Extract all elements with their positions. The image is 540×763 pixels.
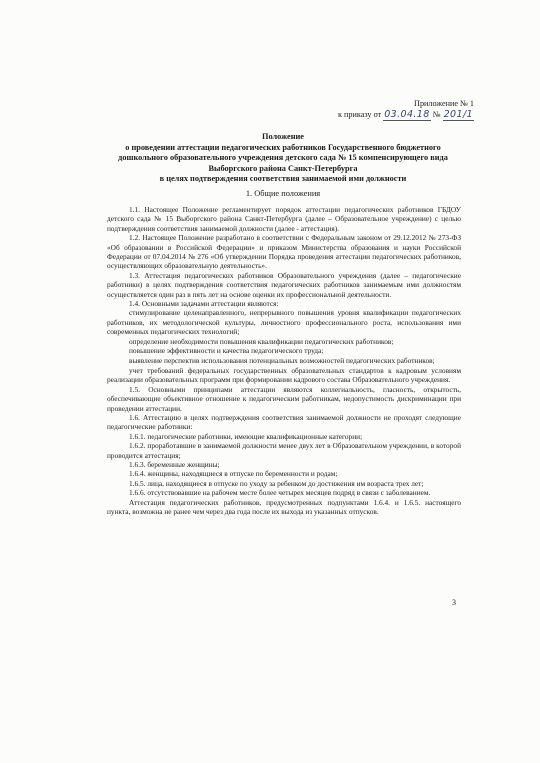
title-line: Выборгского района Санкт-Петербурга — [208, 163, 358, 173]
subparagraph-1-6-1: 1.6.1. педагогические работники, имеющие квалификационные категории; — [129, 431, 363, 441]
task-item: выявление перспектив использования потенциальных возможностей педагогических работников; — [129, 355, 435, 365]
order-reference — [338, 109, 474, 120]
title-line: дошкольного образовательного учреждения детского сада № 15 компенсирующего вида — [118, 153, 448, 163]
appendix-header — [338, 98, 474, 120]
paragraph-1-2: 1.2. Настоящее Положение разработано в соответствии с Федеральным законом от 29.12.2012 № 273-ФЗ «Об образовании в Российской Федерации» и приказом Министерства образования и науки Российской Федерации от 07.04.2014 № 276 «Об утверждении Порядка проведения аттестации педагогических работников, осуществляющих образовательную деятельность». — [107, 233, 461, 271]
subparagraph-1-6-5: 1.6.5. лица, находящиеся в отпуске по уходу за ребенком до достижения им возраста трех лет; — [129, 478, 424, 488]
handwritten-order-date: 03.04.18 — [384, 109, 430, 120]
section-heading: 1. Общие положения — [245, 189, 321, 198]
task-item: определение необходимости повышения квалификации педагогических работников; — [129, 336, 394, 346]
paragraph-1-4: 1.4. Основными задачами аттестации являются: — [129, 299, 279, 309]
task-item: стимулирование целенаправленного, непрерывного повышения уровня квалификации педагогических работников, их методологической культуры, личностного профессионального роста, использования ими современных педагогических технологий; — [107, 308, 461, 337]
subparagraph-1-6-6: 1.6.6. отсутствовавшие на рабочем месте более четырех месяцев подряд в связи с заболеванием. — [129, 488, 431, 498]
document-body — [107, 205, 461, 516]
paragraph-1-6: 1.6. Аттестацию в целях подтверждения соответствия занимаемой должности не проходят следующие педагогические работники: — [107, 412, 461, 432]
appendix-label: Приложение № 1 — [414, 99, 474, 108]
paragraph-1-5: 1.5. Основными принципами аттестации являются коллегиальность, гласность, открытость, обеспечивающие объективное отношение к педагогическим работникам, недопустимость дискриминации при проведении аттестации. — [107, 384, 461, 413]
final-paragraph: Аттестация педагогических работников, предусмотренных подпунктами 1.6.4. и 1.6.5. настоящего пункта, возможна не ранее чем через два года после их выхода из указанных отпусков. — [107, 497, 461, 516]
page-number: 3 — [452, 598, 456, 607]
task-item: повышение эффективности и качества педагогического труда; — [129, 346, 324, 356]
task-item: учет требований федеральных государственных образовательных стандартов к кадровым условиям реализации образовательных программ при формировании кадрового состава Образовательного учреждения. — [107, 365, 461, 385]
subparagraph-1-6-4: 1.6.4. женщины, находящиеся в отпуске по беременности и родам; — [129, 469, 338, 479]
order-number-sign: № — [432, 110, 441, 119]
paragraph-1-1: 1.1. Настоящее Положение регламентирует порядок аттестации педагогических работников ГБДОУ детского сада № 15 Выборгского района Санкт-Петербурга (далее – Образовательное учреждение) с целью подтверждения соответствия занимаемой должности (далее - аттестация). — [107, 205, 461, 233]
handwritten-order-number: 201/1 — [443, 109, 473, 120]
subparagraph-1-6-3: 1.6.3. беременные женщины; — [129, 459, 220, 469]
subparagraph-1-6-2: 1.6.2. проработавшие в занимаемой должности менее двух лет в Образовательном учреждении, в которой проводится аттестация; — [107, 441, 461, 460]
title-line: Положение — [262, 132, 304, 141]
document-title — [78, 132, 488, 185]
paragraph-1-3: 1.3. Аттестация педагогических работников Образовательного учреждения (далее – педагогические работники) в целях подтверждения соответствия педагогических работников занимаемым ими должностям осуществляется один раз в пять лет на основе оценки их профессиональной деятельности. — [107, 270, 461, 299]
title-line: о проведении аттестации педагогических работников Государственного бюджетного — [125, 142, 441, 152]
order-prefix: к приказу от — [338, 110, 382, 119]
title-line: в целях подтверждения соответствия занимаемой ими должности — [159, 174, 407, 184]
